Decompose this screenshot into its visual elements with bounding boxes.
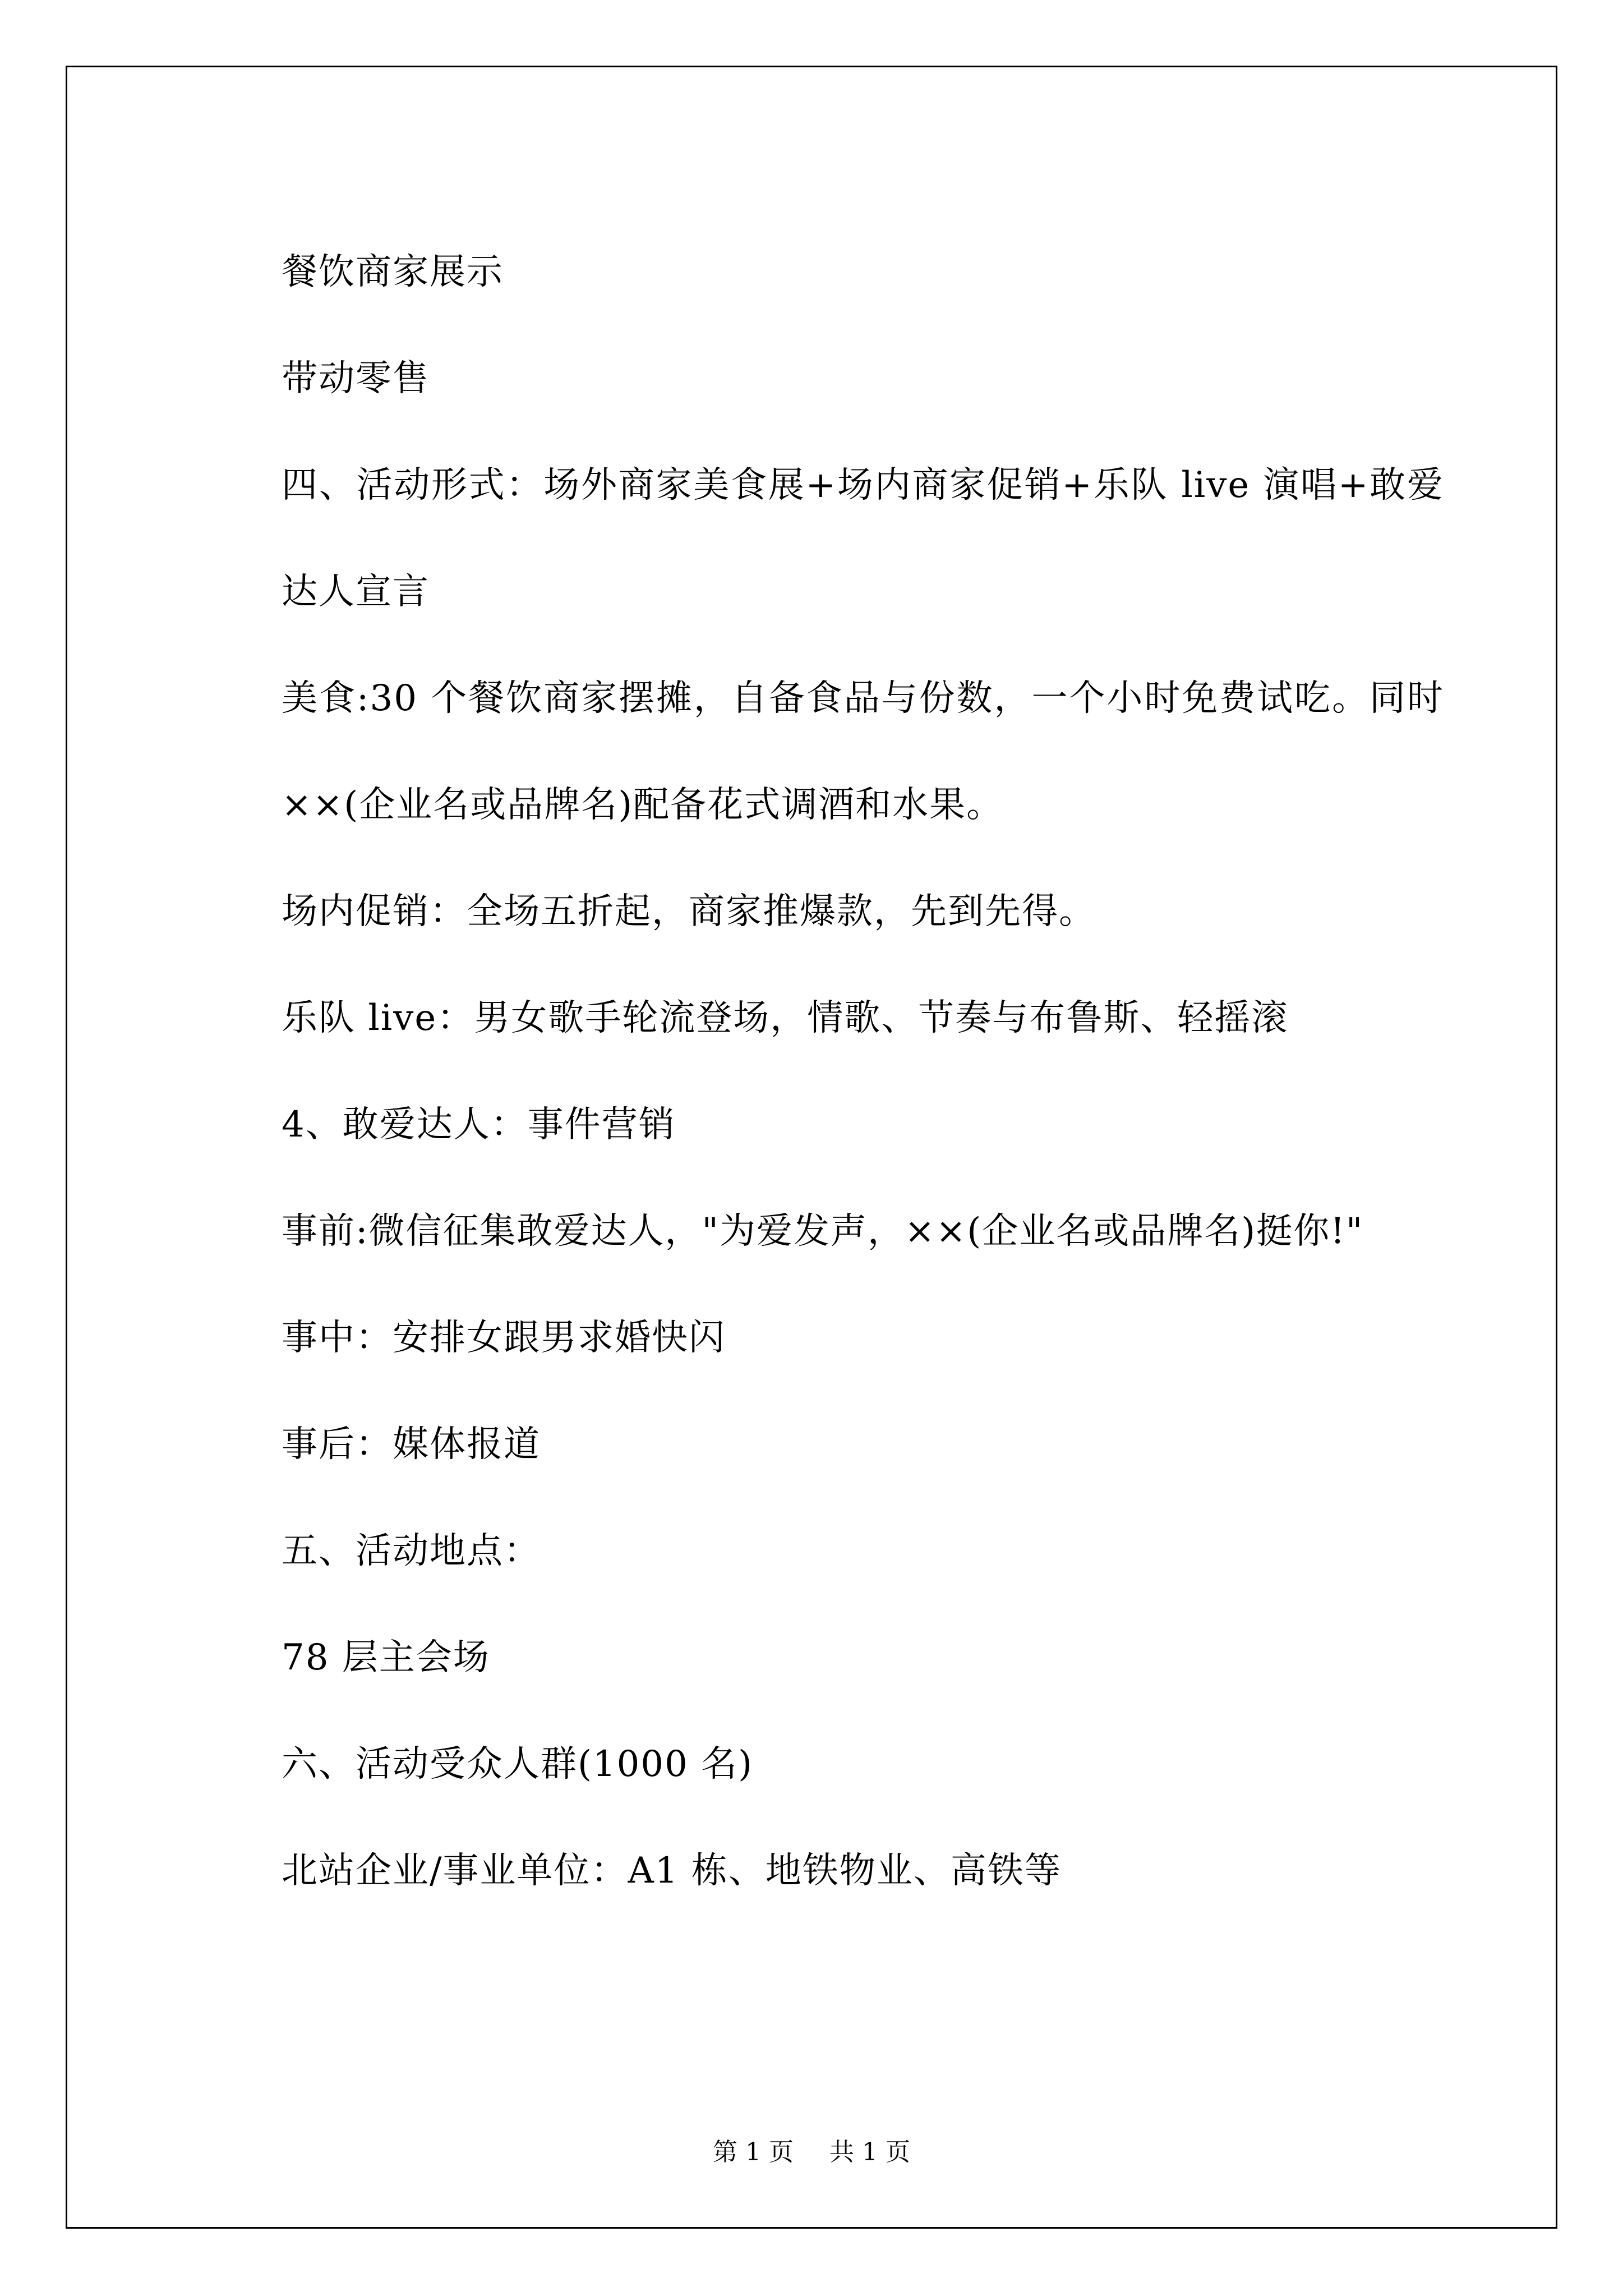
section-heading-location: 五、活动地点： [282,1530,541,1572]
paragraph: 78 层主会场 [282,1637,490,1678]
paragraph: 4、敢爱达人：事件营销 [282,1104,676,1145]
page-number: 第 1 页 [713,2138,794,2166]
page-total: 共 1 页 [829,2138,910,2166]
paragraph: 美食:30 个餐饮商家摆摊，自备食品与份数，一个小时免费试吃。同时××(企业名或品牌名)配备花式调酒和水果。 [282,678,1444,826]
section-heading-activity-format: 四、活动形式：场外商家美食展+场内商家促销+乐队 live 演唱+敢爱达人宣言 [282,464,1444,613]
paragraph: 事中：安排女跟男求婚快闪 [282,1317,726,1359]
paragraph: 带动零售 [282,358,430,399]
paragraph: 事前:微信征集敢爱达人，"为爱发声，××(企业名或品牌名)挺你!" [282,1211,1364,1252]
paragraph: 事后：媒体报道 [282,1424,541,1465]
paragraph: 乐队 live：男女歌手轮流登场，情歌、节奏与布鲁斯、轻摇滚 [282,997,1289,1039]
section-heading-audience: 六、活动受众人群(1000 名) [282,1743,754,1785]
paragraph: 北站企业/事业单位：A1 栋、地铁物业、高铁等 [282,1850,1062,1892]
page-footer [0,2132,1623,2168]
paragraph: 场内促销：全场五折起，商家推爆款，先到先得。 [282,891,1096,932]
paragraph: 餐饮商家展示 [282,251,504,293]
document-body [199,219,1444,1924]
